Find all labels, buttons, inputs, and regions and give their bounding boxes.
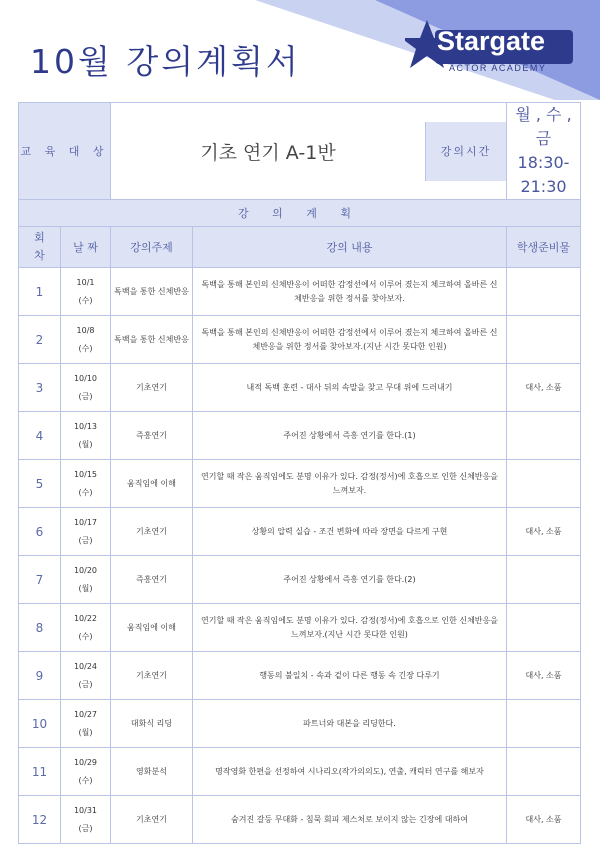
session-date-value: 10/10 <box>73 373 98 383</box>
session-no: 10 <box>19 700 61 748</box>
session-prep <box>507 316 581 364</box>
session-prep: 대사, 소품 <box>507 652 581 700</box>
session-topic: 움직임에 이해 <box>111 604 193 652</box>
session-day: (금) <box>78 679 93 689</box>
session-day: (월) <box>78 583 93 593</box>
brand-subtitle: ACTOR ACADEMY <box>449 63 547 73</box>
session-date <box>61 460 111 508</box>
session-date <box>61 700 111 748</box>
session-date <box>61 748 111 796</box>
col-header-date: 날 짜 <box>61 227 111 268</box>
session-date <box>61 268 111 316</box>
session-date <box>61 316 111 364</box>
class-name-text: 기초 연기 A-1반 <box>200 141 336 164</box>
session-prep <box>507 604 581 652</box>
session-date-value: 10/22 <box>73 613 98 623</box>
session-date-value: 10/1 <box>76 277 95 287</box>
session-no: 5 <box>19 460 61 508</box>
session-date <box>61 652 111 700</box>
session-prep: 대사, 소품 <box>507 508 581 556</box>
col-header-content: 강의 내용 <box>193 227 507 268</box>
session-content: 연기할 때 작은 움직임에도 분명 이유가 있다. 감정(정서)에 호흡으로 인한 신체반응을 느껴보자. <box>193 460 507 508</box>
session-prep: 대사, 소품 <box>507 364 581 412</box>
session-content: 주어진 상황에서 즉흥 연기를 한다.(1) <box>193 412 507 460</box>
session-day: (금) <box>78 823 93 833</box>
session-content: 파트너와 대본을 리딩한다. <box>193 700 507 748</box>
session-row <box>19 460 581 508</box>
session-date <box>61 604 111 652</box>
session-prep: 대사, 소품 <box>507 796 581 844</box>
session-no: 4 <box>19 412 61 460</box>
time-label: 강의시간 <box>425 122 506 181</box>
target-label: 교 육 대 상 <box>19 103 111 200</box>
session-date <box>61 364 111 412</box>
session-row <box>19 700 581 748</box>
session-row <box>19 412 581 460</box>
session-date-value: 10/13 <box>73 421 98 431</box>
session-content: 숨겨진 갈등 무대화 - 침묵 회피 제스처로 보이지 않는 긴장에 대하여 <box>193 796 507 844</box>
class-days: 월 , 수 , 금 <box>515 105 572 148</box>
col-header-no-text: 회 차 <box>34 231 45 262</box>
session-prep <box>507 460 581 508</box>
class-hours: 18:30-21:30 <box>517 153 570 196</box>
session-day: (수) <box>78 487 93 497</box>
session-no: 1 <box>19 268 61 316</box>
session-content: 주어진 상황에서 즉흥 연기를 한다.(2) <box>193 556 507 604</box>
session-content: 독백을 통해 본인의 신체반응이 어떠한 감정선에서 이루어 졌는지 체크하여 올바른 신체반응을 위한 정서를 찾아보자. <box>193 268 507 316</box>
session-no: 11 <box>19 748 61 796</box>
session-content: 행동의 불일치 - 속과 겉이 다른 행동 속 긴장 다루기 <box>193 652 507 700</box>
session-day: (금) <box>78 391 93 401</box>
session-no: 6 <box>19 508 61 556</box>
session-topic: 독백을 통한 신체반응 <box>111 316 193 364</box>
col-header-no <box>19 227 61 268</box>
session-prep <box>507 700 581 748</box>
session-date-value: 10/31 <box>73 805 98 815</box>
session-date-value: 10/20 <box>73 565 98 575</box>
session-no: 12 <box>19 796 61 844</box>
session-row <box>19 652 581 700</box>
session-day: (수) <box>78 343 93 353</box>
session-row <box>19 748 581 796</box>
session-no: 3 <box>19 364 61 412</box>
session-date-value: 10/15 <box>73 469 98 479</box>
session-row <box>19 364 581 412</box>
session-topic: 대화식 리딩 <box>111 700 193 748</box>
session-row <box>19 556 581 604</box>
session-day: (월) <box>78 727 93 737</box>
session-day: (월) <box>78 439 93 449</box>
session-date-value: 10/8 <box>76 325 95 335</box>
session-content: 독백을 통해 본인의 신체반응이 어떠한 감정선에서 이루어 졌는지 체크하여 올바른 신체반응을 위한 정서를 찾아보자.(지난 시간 못다한 인원) <box>193 316 507 364</box>
session-topic: 즉흥연기 <box>111 412 193 460</box>
page-title: 10월 강의계획서 <box>30 42 301 81</box>
brand-name: Stargate <box>437 26 546 56</box>
plan-header: 강 의 계 획 <box>19 200 581 227</box>
session-content: 명작영화 한편을 선정하여 시나리오(작가의의도), 연출, 캐릭터 연구를 해보자 <box>193 748 507 796</box>
session-day: (금) <box>78 535 93 545</box>
session-topic: 움직임에 이해 <box>111 460 193 508</box>
session-no: 2 <box>19 316 61 364</box>
session-topic: 독백을 통한 신체반응 <box>111 268 193 316</box>
session-date-value: 10/27 <box>73 709 98 719</box>
session-no: 8 <box>19 604 61 652</box>
session-date-value: 10/24 <box>73 661 98 671</box>
session-topic: 기초연기 <box>111 508 193 556</box>
session-row <box>19 796 581 844</box>
col-header-topic: 강의주제 <box>111 227 193 268</box>
session-day: (수) <box>78 775 93 785</box>
session-date <box>61 556 111 604</box>
session-row <box>19 604 581 652</box>
session-row <box>19 508 581 556</box>
session-no: 9 <box>19 652 61 700</box>
session-date <box>61 796 111 844</box>
session-date <box>61 412 111 460</box>
session-row <box>19 316 581 364</box>
lecture-plan-table <box>18 102 581 844</box>
session-topic: 기초연기 <box>111 652 193 700</box>
session-row <box>19 268 581 316</box>
session-prep <box>507 748 581 796</box>
session-topic: 기초연기 <box>111 796 193 844</box>
session-no: 7 <box>19 556 61 604</box>
class-time <box>507 103 581 200</box>
session-date-value: 10/29 <box>73 757 98 767</box>
session-topic: 기초연기 <box>111 364 193 412</box>
class-name <box>111 103 507 200</box>
session-content: 상황의 압력 실습 - 조건 변화에 따라 장면을 다르게 구현 <box>193 508 507 556</box>
session-prep <box>507 268 581 316</box>
session-prep <box>507 556 581 604</box>
session-content: 내적 독백 훈련 - 대사 뒤의 속말을 찾고 무대 위에 드러내기 <box>193 364 507 412</box>
session-day: (수) <box>78 631 93 641</box>
session-date <box>61 508 111 556</box>
session-date-value: 10/17 <box>73 517 98 527</box>
session-topic: 즉흥연기 <box>111 556 193 604</box>
session-content: 연기할 때 작은 움직임에도 분명 이유가 있다. 감정(정서)에 호흡으로 인한 신체반응을 느껴보자.(지난 시간 못다한 인원) <box>193 604 507 652</box>
session-topic: 영화분석 <box>111 748 193 796</box>
session-day: (수) <box>78 295 93 305</box>
session-prep <box>507 412 581 460</box>
col-header-prep: 학생준비물 <box>507 227 581 268</box>
